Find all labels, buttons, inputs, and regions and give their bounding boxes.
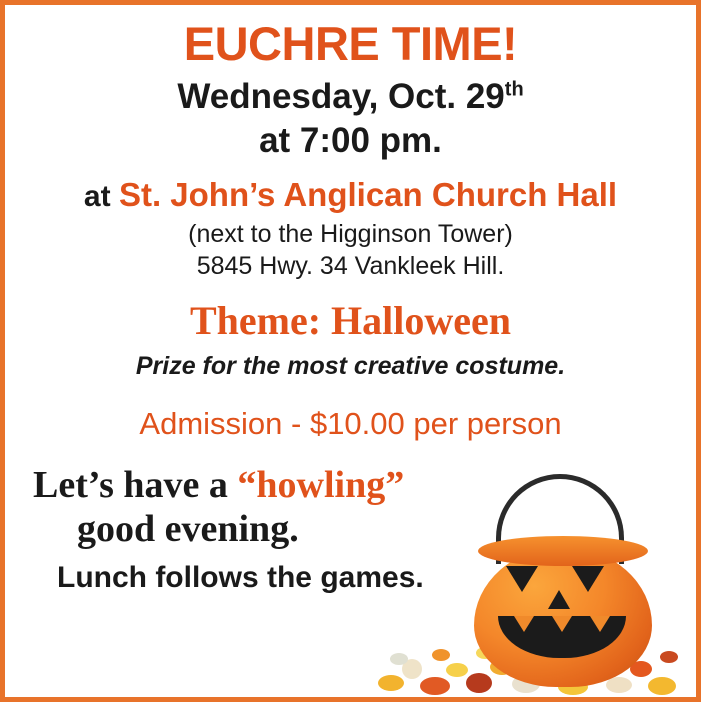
slogan-highlight: “howling” bbox=[237, 464, 405, 507]
lunch-note: Lunch follows the games. bbox=[57, 561, 424, 595]
pumpkin-tooth bbox=[590, 616, 610, 632]
pumpkin-tooth bbox=[514, 616, 534, 632]
slogan-part-two: good evening. bbox=[77, 507, 299, 550]
venue-name: St. John’s Anglican Church Hall bbox=[118, 176, 618, 214]
venue-address: 5845 Hwy. 34 Vankleek Hill. bbox=[196, 251, 505, 280]
slogan-part-one: Let’s have a bbox=[33, 464, 238, 507]
venue-preposition: at bbox=[83, 180, 119, 214]
pumpkin-tooth bbox=[552, 616, 572, 632]
event-slogan bbox=[19, 464, 503, 551]
admission-price: Admission - $10.00 per person bbox=[139, 405, 562, 441]
event-theme: Theme: Halloween bbox=[189, 297, 512, 343]
event-date bbox=[19, 76, 682, 118]
venue-note: (next to the Higginson Tower) bbox=[188, 219, 513, 248]
costume-prize-note: Prize for the most creative costume. bbox=[135, 351, 566, 380]
event-venue-line bbox=[19, 176, 682, 215]
event-date-text: Wednesday, Oct. 29 bbox=[177, 77, 505, 117]
event-date-ordinal: th bbox=[504, 78, 524, 101]
poster-content bbox=[5, 5, 696, 595]
event-time: at 7:00 pm. bbox=[259, 121, 442, 161]
poster-title: EUCHRE TIME! bbox=[183, 17, 518, 70]
